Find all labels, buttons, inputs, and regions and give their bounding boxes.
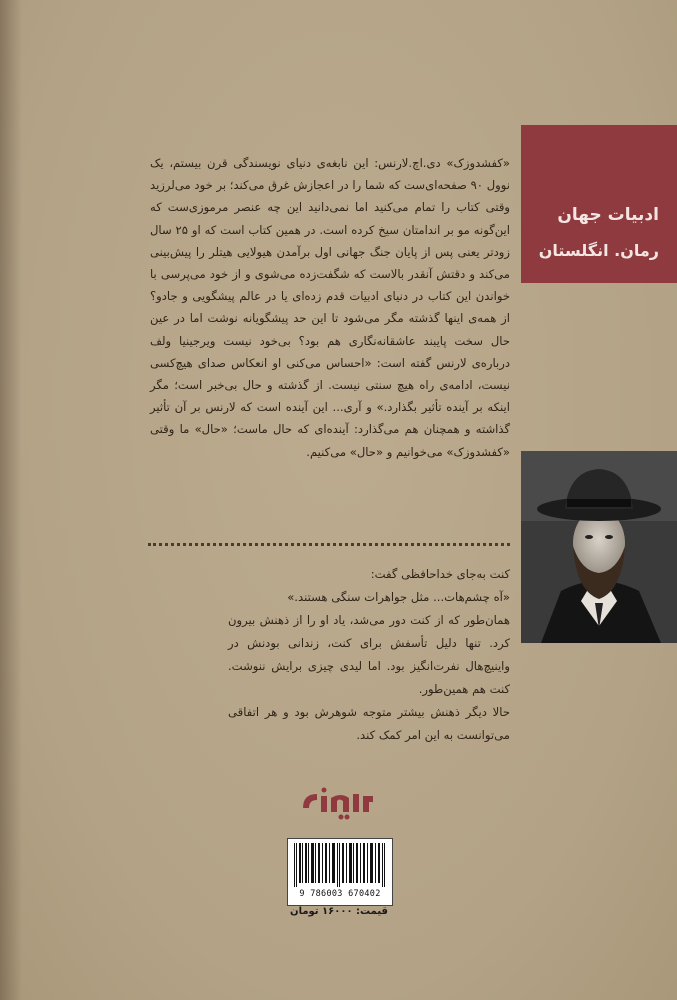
series-label-box	[521, 125, 677, 283]
excerpt-line: «آه چشم‌هات... مثل جواهرات سنگی هستند.»	[287, 590, 510, 604]
series-title: ادبیات جهان	[557, 205, 659, 225]
isbn-number: 9 786003 670402	[299, 889, 381, 899]
spine-shadow	[0, 0, 22, 1000]
blurb-text	[150, 152, 510, 463]
blurb-paragraph: «کفشدوزک» دی.اچ.لارنس: این نابغه‌ی دنیای نویسندگی قرن بیستم، یک نوول ۹۰ صفحه‌ای‌ست که شما را در اعجازش غرق می‌کند؛ بر خود می‌لرزید وقتی کتاب را تمام می‌کنید اما نمی‌دانید این چه عنصر مرموزی‌ست که این‌گونه مو بر اندامتان سیخ کرده است. در همین کتاب است که او ۲۵ سال زودتر یعنی پس از پایان جنگ جهانی اول برآمدن هیولایی هیتلر را پیش‌بینی می‌کند و دقتش آنقدر بالاست که شگفت‌زده می‌شوی و از خود می‌پرسی با خواندن این کتاب در دنیای ادبیات قدم زده‌ای یا در عالم پیشگویی و جادو؟ از همه‌ی اینها گذشته مگر می‌شود تا این حد پیشگویانه نوشت اما در عین حال سخت پایبند عاشقانه‌نگاری هم بود؟ بی‌خود نیست ویرجینیا ولف درباره‌ی لارنس گفته است: «احساس می‌کنی او انعکاس صدای هیچ‌کسی نیست، ادامه‌ی راه هیچ سنتی نیست. از گذشته و حال بی‌خبر است؛ مگر اینکه بر آینده تأثیر بگذارد.» و آری... این آینده است که لارنس بر آن تأثیر گذاشته و همچنان هم می‌گذارد: آینده‌ای که حال ماست؛ «حال» ما وقتی «کفشدوزک» می‌خوانیم و «حال» می‌کنیم.	[150, 156, 510, 459]
publisher-logo	[297, 786, 379, 822]
excerpt-line: کنت به‌جای خداحافظی گفت:	[370, 567, 510, 581]
author-portrait-illustration	[521, 451, 677, 643]
excerpt-line: حالا دیگر ذهنش بیشتر متوجه شوهرش بود و هر اتفاقی می‌توانست به این امر کمک کند.	[228, 705, 510, 742]
price-label: قیمت: ۱۶۰۰۰ تومان	[290, 906, 388, 917]
publisher-logo-mark	[297, 786, 379, 822]
barcode-bars	[292, 843, 388, 887]
excerpt-text	[228, 563, 510, 747]
series-subtitle: رمان. انگلستان	[538, 241, 659, 260]
barcode-label	[287, 838, 393, 906]
excerpt-line: همان‌طور که از کنت دور می‌شد، یاد او را از ذهنش بیرون کرد. تنها دلیل تأسفش برای کنت، زندانی بودنش در واینیچ‌هال نفرت‌انگیز بود. اما لیدی چیزی برایش ننوشت. کنت هم همین‌طور.	[228, 613, 510, 696]
section-divider	[148, 543, 510, 546]
author-photo	[521, 451, 677, 643]
